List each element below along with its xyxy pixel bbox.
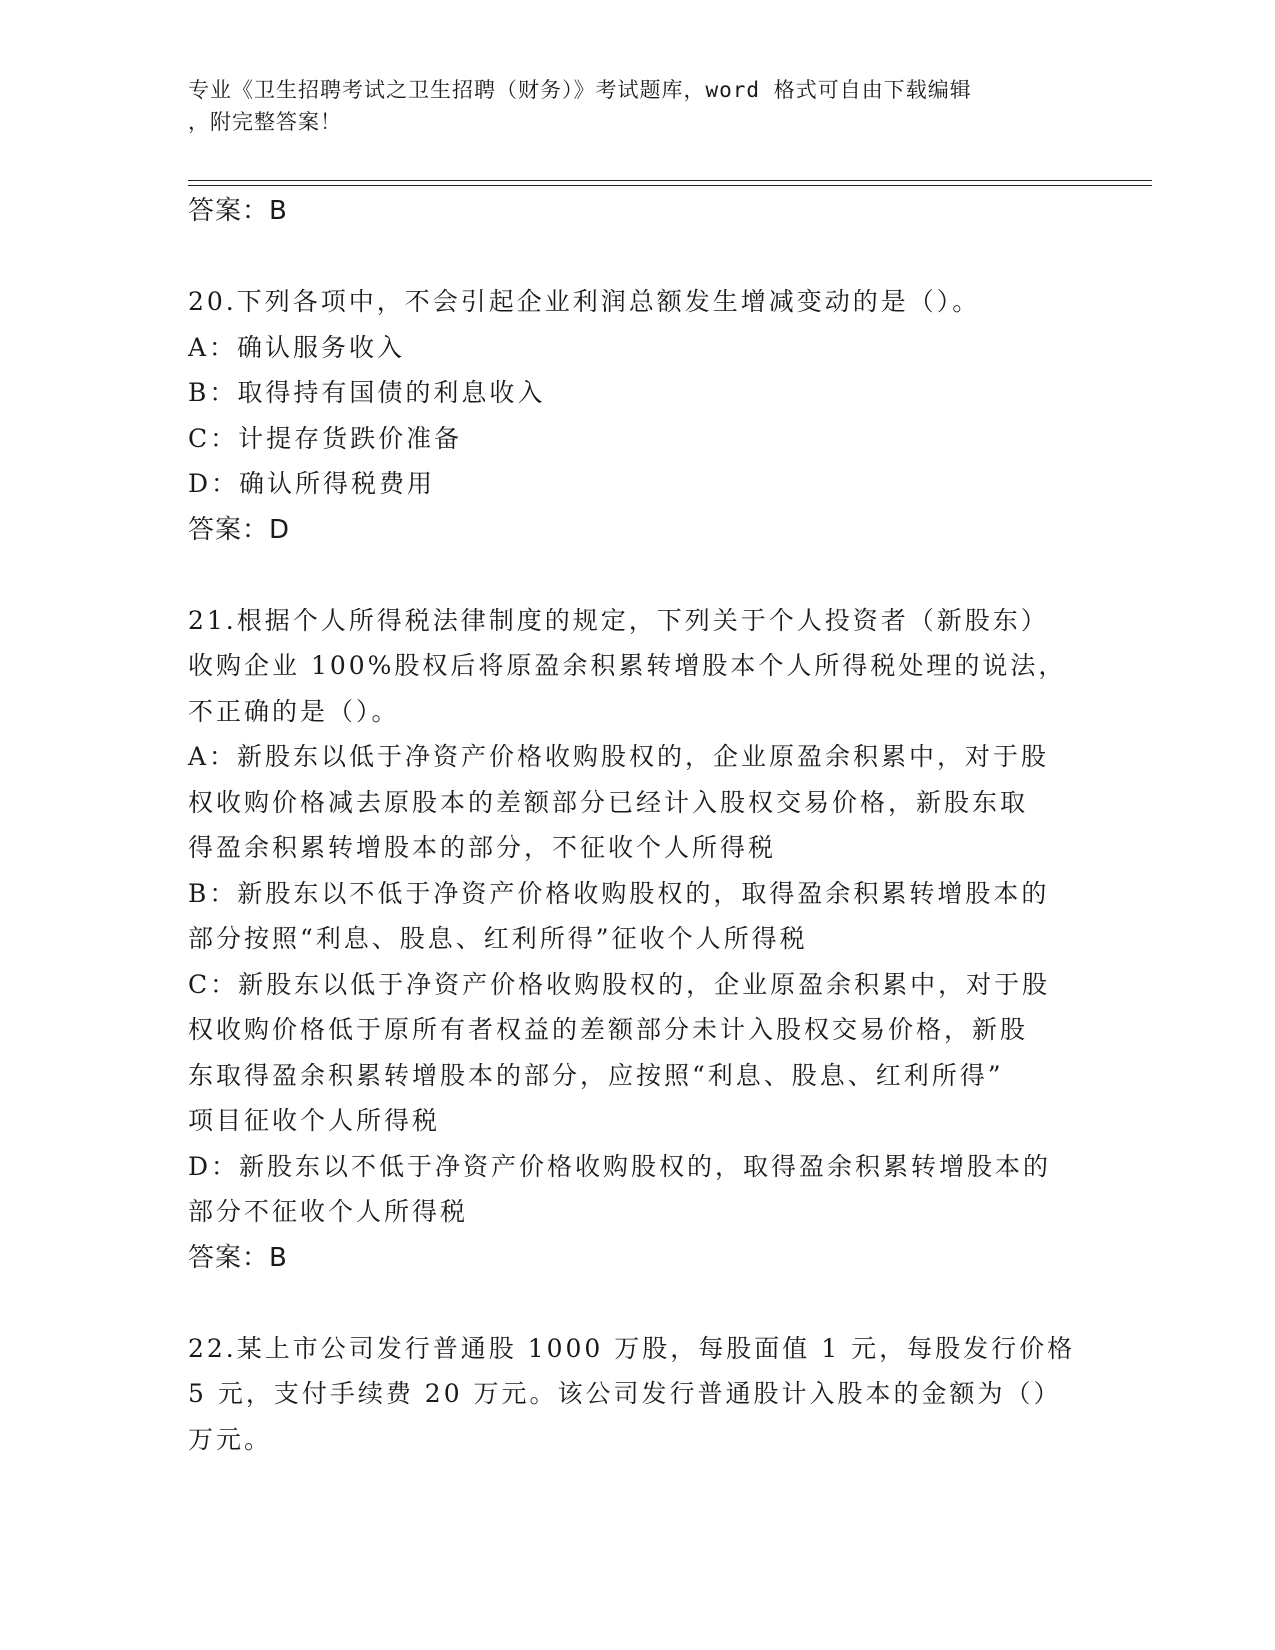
option-d: 部分不征收个人所得税 [188,1197,469,1226]
question-text: 5 元，支付手续费 20 万元。该公司发行普通股计入股本的金额为（） [188,1379,1062,1408]
question-text: 收购企业 100%股权后将原盈余积累转增股本个人所得税处理的说法， [188,651,1067,680]
answer-21: 答案：B [188,1242,288,1273]
option-c: C：计提存货跌价准备 [188,423,463,453]
question-text: 不正确的是（）。 [188,696,400,726]
option-a: A：新股东以低于净资产价格收购股权的，企业原盈余积累中，对于股 [188,742,1050,771]
spacer [188,1281,1088,1326]
option-a: 权收购价格减去原股本的差额部分已经计入股权交易价格，新股东取 [188,787,1029,817]
option-b: 部分按照“利息、股息、红利所得”征收个人所得税 [188,924,808,953]
option-c: C：新股东以低于净资产价格收购股权的，企业原盈余积累中，对于股 [188,969,1051,999]
header-line: ，附完整答案！ [188,110,342,134]
header-divider-bottom [188,185,1152,186]
option-a: 得盈余积累转增股本的部分，不征收个人所得税 [188,833,777,862]
spacer [188,553,1088,598]
answer-20: 答案：D [188,514,291,545]
option-b: B：新股东以不低于净资产价格收购股权的，取得盈余积累转增股本的 [188,878,1050,908]
option-d: D：新股东以不低于净资产价格收购股权的，取得盈余积累转增股本的 [188,1151,1052,1181]
question-text: 万元。 [188,1424,273,1454]
option-c: 东取得盈余积累转增股本的部分，应按照“利息、股息、红利所得” [188,1060,1004,1090]
question-text: 21.根据个人所得税法律制度的规定，下列关于个人投资者（新股东） [188,605,1049,635]
header-line: 专业《卫生招聘考试之卫生招聘（财务）》考试题库，word 格式可自由下载编辑 [188,78,972,102]
spacer [188,234,1088,279]
option-c: 项目征收个人所得税 [188,1106,441,1135]
header-divider-top [188,180,1152,181]
question-21 [188,598,1088,1281]
document-body [188,188,1088,1462]
option-a: A：确认服务收入 [188,332,406,362]
question-text: 20.下列各项中，不会引起企业利润总额发生增减变动的是（）。 [188,287,981,316]
question-20 [188,279,1088,553]
option-d: D：确认所得税费用 [188,469,436,498]
answer-19: 答案：B [188,196,288,226]
question-22 [188,1326,1088,1463]
option-c: 权收购价格低于原所有者权益的差额部分未计入股权交易价格，新股 [188,1015,1029,1044]
question-text: 22.某上市公司发行普通股 1000 万股，每股面值 1 元，每股发行价格 [188,1333,1076,1363]
document-header [188,74,1068,138]
option-b: B：取得持有国债的利息收入 [188,378,546,407]
